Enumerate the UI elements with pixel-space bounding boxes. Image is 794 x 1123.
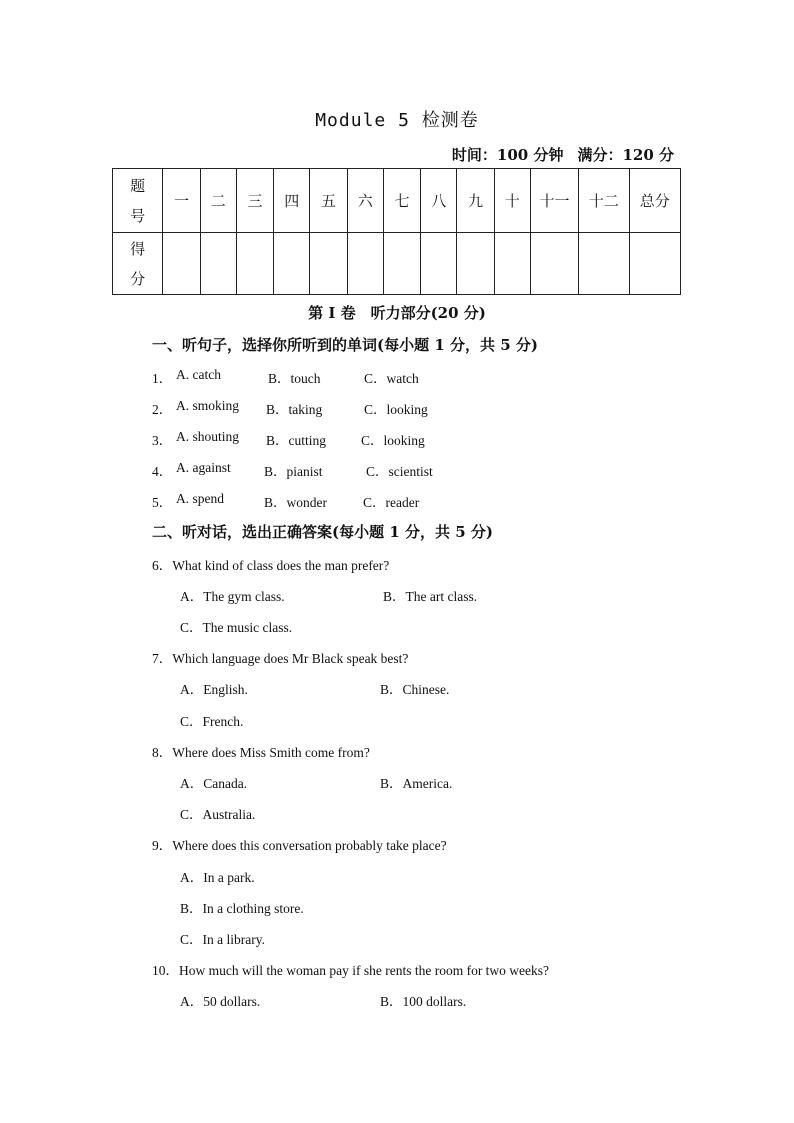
question-8: 8．Where does Miss Smith come from?	[152, 745, 370, 760]
option-c: C．In a library.	[180, 932, 265, 947]
score-cell[interactable]	[530, 233, 578, 295]
column-header-total: 总分	[629, 169, 680, 233]
option-c: C．Australia.	[180, 807, 256, 822]
column-header: 六	[347, 169, 383, 233]
score-table-header-row	[113, 169, 681, 233]
section2-title: 二、听对话，选出正确答案(每小题 1 分，共 5 分)	[152, 523, 493, 541]
score-cell[interactable]	[494, 233, 530, 295]
score-cell-total[interactable]	[629, 233, 680, 295]
option-b: B．America.	[380, 776, 453, 791]
question-9: 9．Where does this conversation probably take place?	[152, 838, 447, 853]
option-c: C．The music class.	[180, 620, 293, 635]
option-a: A．English.	[180, 682, 248, 697]
score-cell[interactable]	[579, 233, 629, 295]
option-c: C．French.	[180, 714, 244, 729]
option-a: A．Canada.	[180, 776, 248, 791]
option-a: A．In a park.	[180, 870, 255, 885]
option-b: B．The art class.	[383, 589, 478, 604]
column-header: 五	[310, 169, 347, 233]
row-label-score: 得 分	[113, 233, 163, 295]
score-cell[interactable]	[347, 233, 383, 295]
option-a: A．50 dollars.	[180, 994, 261, 1009]
question-10: 10．How much will the woman pay if she rents the room for two weeks?	[152, 963, 550, 978]
column-header: 二	[200, 169, 236, 233]
question-7: 7．Which language does Mr Black speak best?	[152, 651, 409, 666]
column-header: 四	[274, 169, 310, 233]
column-header: 九	[457, 169, 494, 233]
option-b: B．100 dollars.	[380, 994, 467, 1009]
row-label-question-number: 题 号	[113, 169, 163, 233]
column-header: 十一	[530, 169, 578, 233]
score-cell[interactable]	[457, 233, 494, 295]
part1-title: 第 I 卷 听力部分(20 分)	[308, 304, 486, 322]
score-cell[interactable]	[200, 233, 236, 295]
section1-title: 一、听句子，选择你所听到的单词(每小题 1 分，共 5 分)	[152, 336, 538, 354]
score-table-score-row	[113, 233, 681, 295]
score-cell[interactable]	[163, 233, 200, 295]
option-b: B．Chinese.	[380, 682, 450, 697]
column-header: 一	[163, 169, 200, 233]
time-and-score	[438, 144, 674, 165]
option-a: A．The gym class.	[180, 589, 285, 604]
score-cell[interactable]	[421, 233, 457, 295]
column-header: 十	[494, 169, 530, 233]
score-cell[interactable]	[236, 233, 273, 295]
score-cell[interactable]	[310, 233, 347, 295]
question-6: 6．What kind of class does the man prefer?	[152, 558, 390, 573]
column-header: 十二	[579, 169, 629, 233]
column-header: 七	[383, 169, 420, 233]
exam-full-score: 满分：120 分	[577, 146, 674, 164]
exam-title: Module 5 检测卷	[315, 110, 479, 131]
score-cell[interactable]	[274, 233, 310, 295]
score-table	[112, 168, 681, 295]
option-b: B．In a clothing store.	[180, 901, 304, 916]
exam-time: 时间：100 分钟	[451, 146, 564, 164]
column-header: 三	[236, 169, 273, 233]
score-cell[interactable]	[383, 233, 420, 295]
column-header: 八	[421, 169, 457, 233]
